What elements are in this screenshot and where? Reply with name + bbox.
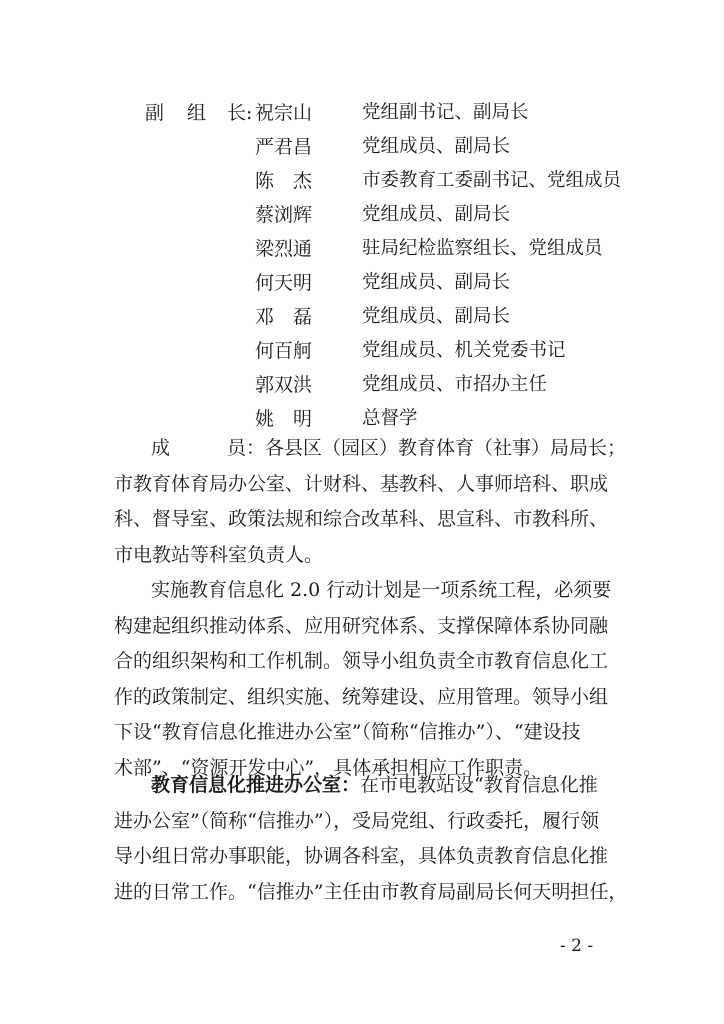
person-name: 姚 明	[255, 408, 313, 430]
person-name: 邓 磊	[255, 306, 313, 328]
plan-paragraph: 实施教育信息化 2.0 行动计划是一项系统工程，必须要 构建起组织推动体系、应用研究体系、支撑保障体系协同融 合的组织架构和工作机制。领导小组负责全市教育信息化工 作的政策制定、组织实施、统筹建设、应用管理。领导小组 下设“教育信息化推进办公室”（简称“信推办”）、“建设技 术部”、“资源开发中心”，具体承担相应工作职责。	[114, 579, 612, 779]
office-heading: 教育信息化推进办公室：	[151, 774, 361, 796]
members-paragraph: 成 员：各县区（园区）教育体育（社事）局局长； 市教育体育局办公室、计财科、基教科、人事师培科、职成 科、督导室、政策法规和综合改革科、思宣科、市教科所、 市电教站等科室负责人。	[114, 437, 627, 566]
person-name: 陈 杰	[255, 170, 313, 192]
person-name: 郭双洪	[255, 374, 313, 396]
person-title: 党组成员、副局长	[362, 272, 511, 293]
person-title: 党组副书记、副局长	[362, 102, 529, 123]
person-title: 市委教育工委副书记、党组成员	[362, 170, 622, 191]
person-title: 党组成员、副局长	[362, 306, 511, 327]
person-title: 驻局纪检监察组长、党组成员	[362, 238, 603, 259]
person-name: 何百舸	[255, 340, 313, 362]
person-name: 严君昌	[255, 136, 313, 158]
page-number: - 2 -	[560, 936, 594, 956]
person-title: 党组成员、市招办主任	[362, 374, 548, 395]
person-title: 党组成员、机关党委书记	[362, 340, 566, 361]
person-title: 党组成员、副局长	[362, 204, 511, 225]
office-paragraph: 教育信息化推进办公室：在市电教站设“教育信息化推 进办公室”（简称“信推办”），受局党组、行政委托，履行领 导小组日常办事职能，协调各科室，具体负责教育信息化推 进的日常工作。“信推办”主任由市教育局副局长何天明担任，	[114, 774, 628, 903]
person-name: 祝宗山	[255, 102, 313, 124]
person-title: 总督学	[362, 408, 418, 429]
person-name: 何天明	[255, 272, 313, 294]
person-name: 蔡浏辉	[255, 204, 313, 226]
person-name: 梁烈通	[255, 238, 313, 260]
person-title: 党组成员、副局长	[362, 136, 511, 157]
